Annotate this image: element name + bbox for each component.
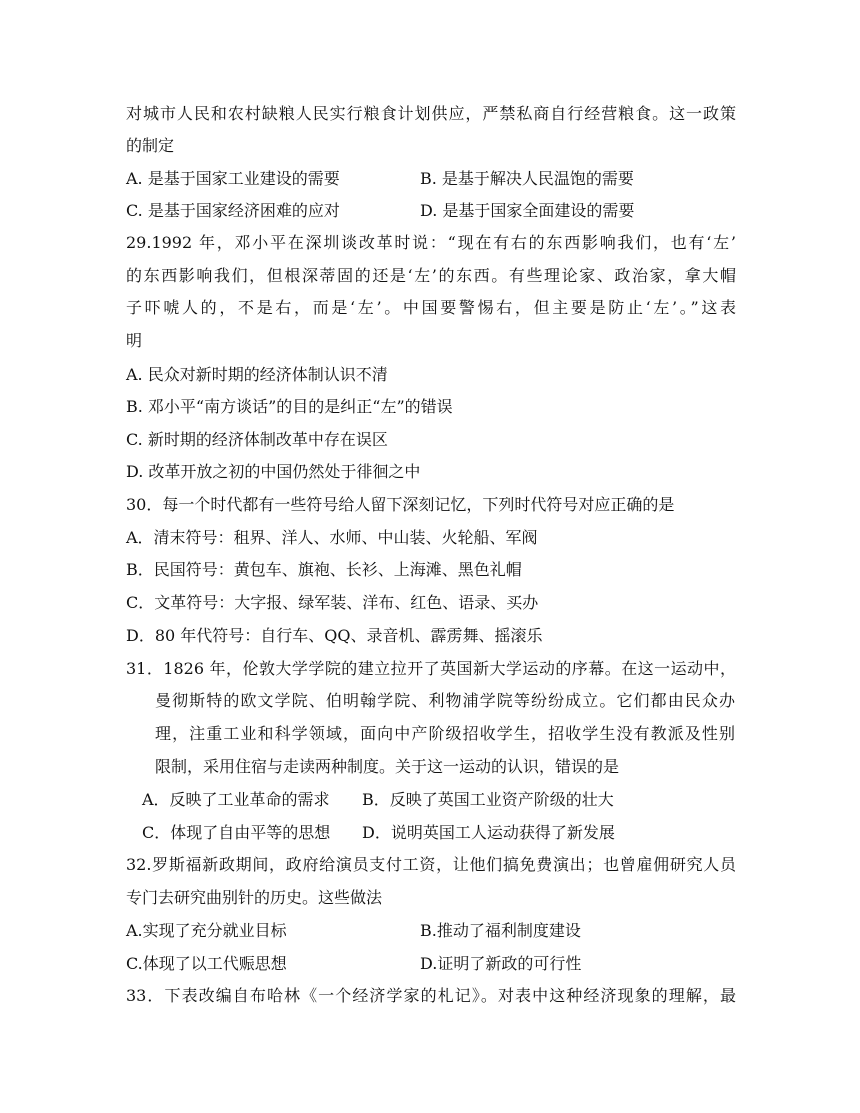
q33-stem: 33．下表改编自布哈林《一个经济学家的札记》。对表中这种经济现象的理解，最	[126, 986, 736, 1005]
q32-option-d: D.证明了新政的可行性	[420, 954, 582, 973]
q29-option-a: A. 民众对新时期的经济体制认识不清	[126, 365, 388, 384]
q29-stem-line-2: 的东西影响我们，但根深蒂固的还是‘左’的东西。有些理论家、政治家，拿大帽	[126, 266, 736, 285]
q31-option-b: B．反映了英国工业资产阶级的壮大	[362, 790, 614, 809]
q31-stem-line-3: 理，注重工业和科学领域，面向中产阶级招收学生，招收学生没有教派及性别	[155, 724, 735, 743]
q31-stem-line-1: 31．1826 年，伦敦大学学院的建立拉开了英国新大学运动的序幕。在这一运动中，	[126, 659, 736, 678]
q31-option-a: A．反映了工业革命的需求	[142, 790, 330, 809]
q30-option-a: A．清末符号：租界、洋人、水师、中山装、火轮船、军阀	[126, 528, 538, 547]
q32-option-b: B.推动了福利制度建设	[420, 921, 581, 940]
q28-option-d: D. 是基于国家全面建设的需要	[420, 201, 635, 220]
q31-option-c: C．体现了自由平等的思想	[142, 823, 331, 842]
q29-option-c: C. 新时期的经济体制改革中存在误区	[126, 430, 388, 449]
q32-stem-line-1: 32.罗斯福新政期间，政府给演员支付工资，让他们搞免费演出；也曾雇佣研究人员	[126, 855, 736, 874]
q29-option-b: B. 邓小平“南方谈话”的目的是纠正“左”的错误	[126, 397, 453, 416]
q32-option-c: C.体现了以工代赈思想	[126, 954, 287, 973]
q29-stem-line-3: 子吓唬人的，不是右，而是‘左’。中国要警惕右，但主要是防止‘左’。”这表	[126, 298, 736, 317]
q31-option-d: D．说明英国工人运动获得了新发展	[362, 823, 615, 842]
q30-option-d: D．80 年代符号：自行车、QQ、录音机、霹雳舞、摇滚乐	[126, 626, 543, 645]
q32-stem-line-2: 专门去研究曲别针的历史。这些做法	[126, 888, 383, 907]
q29-stem-line-1: 29.1992 年，邓小平在深圳谈改革时说：“现在有右的东西影响我们，也有‘左’	[126, 233, 736, 252]
q28-stem-line-2: 的制定	[126, 136, 175, 155]
q31-stem-line-4: 限制，采用住宿与走读两种制度。关于这一运动的认识，错误的是	[155, 757, 620, 776]
q30-option-c: C．文革符号：大字报、绿军装、洋布、红色、语录、买办	[126, 593, 539, 612]
q28-stem-line-1: 对城市人民和农村缺粮人民实行粮食计划供应，严禁私商自行经营粮食。这一政策	[126, 104, 736, 123]
q30-stem: 30．每一个时代都有一些符号给人留下深刻记忆，下列时代符号对应正确的是	[126, 495, 675, 514]
q29-option-d: D. 改革开放之初的中国仍然处于徘徊之中	[126, 462, 421, 481]
q31-stem-line-2: 曼彻斯特的欧文学院、伯明翰学院、利物浦学院等纷纷成立。它们都由民众办	[155, 691, 735, 710]
q29-stem-line-4: 明	[126, 331, 143, 350]
q28-option-a: A. 是基于国家工业建设的需要	[126, 169, 340, 188]
q30-option-b: B．民国符号：黄包车、旗袍、长衫、上海滩、黑色礼帽	[126, 560, 522, 579]
q28-option-b: B. 是基于解决人民温饱的需要	[420, 169, 634, 188]
q28-option-c: C. 是基于国家经济困难的应对	[126, 201, 340, 220]
q32-option-a: A.实现了充分就业目标	[126, 921, 287, 940]
